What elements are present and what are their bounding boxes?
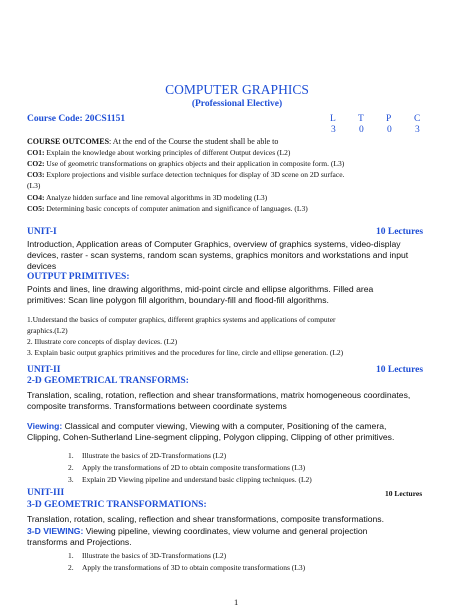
unit3-viewing-line-1 [27, 526, 367, 536]
outcome-number: 1. [68, 451, 74, 460]
unit3-outcome-2 [68, 563, 305, 572]
course-code: Course Code: 20CS1151 [27, 114, 126, 124]
co-text: Analyze hidden surface and line removal algorithms in 3D modeling (L3) [45, 193, 268, 202]
course-outcome-3-level [27, 181, 40, 190]
unit2-lectures: 10 Lectures [376, 365, 424, 375]
unit1-intro-line-3: devices [27, 261, 57, 271]
unit2-transform-line-1: Translation, scaling, rotation, reflection and shear transformations, matrix homogeneous coordinates, [27, 390, 411, 400]
unit1-outcome-line-3: 2. Illustrate core concepts of display devices. (L2) [27, 337, 178, 346]
ltpc-header-p: P [386, 114, 392, 124]
unit3-viewing-text: Viewing pipeline, viewing coordinates, view volume and general projection [83, 526, 368, 536]
ltpc-header-c: C [414, 114, 421, 124]
outcome-number: 1. [68, 551, 74, 560]
page-subtitle: (Professional Elective) [191, 99, 283, 109]
unit1-lectures: 10 Lectures [376, 227, 424, 237]
outcome-text: Apply the transformations of 2D to obtain composite transformations (L3) [82, 463, 306, 472]
co-text: (L3) [27, 181, 41, 190]
outcome-number: 2. [68, 563, 74, 572]
unit1-intro-line-2: devices, raster - scan systems, random scan systems, graphics monitors and workstations and input [27, 250, 409, 260]
unit3-transform-line: Translation, rotation, scaling, reflection and shear transformations, composite transformations. [27, 514, 384, 524]
course-outcomes-heading [27, 137, 278, 146]
unit2-label: UNIT-II [27, 365, 61, 375]
outcome-text: Apply the transformations of 3D to obtain composite transformations (L3) [82, 563, 306, 572]
co-text: Explore projections and visible surface detection techniques for display of 3D scene on 2D surface. [46, 170, 345, 179]
unit3-viewing-label: 3-D VIEWING: [27, 526, 84, 536]
co-text: Use of geometric transformations on graphics objects and their application in composite form. (L3) [46, 159, 345, 168]
unit1-outcome-line-2: graphics.(L2) [27, 326, 68, 335]
outcome-number: 3. [68, 475, 74, 484]
unit1-primitives-line-2: primitives: Scan line polygon fill algorithm, boundary-fill and flood-fill algorithms. [27, 295, 329, 305]
course-outcome-2 [27, 159, 344, 168]
outcome-text: Illustrate the basics of 3D-Transformations (L2) [82, 551, 227, 560]
course-outcome-5 [27, 204, 308, 213]
unit2-subheading: 2-D GEOMETRICAL TRANSFORMS: [27, 376, 189, 386]
unit2-outcome-1 [68, 451, 226, 460]
outcome-number: 2. [68, 463, 74, 472]
course-outcomes-intro: : At the end of the Course the student shall be able to [109, 137, 279, 146]
unit2-transform-line-2: composite transforms. Transformations between coordinate systems [27, 401, 287, 411]
unit3-outcome-1 [68, 551, 226, 560]
ltpc-value-p: 0 [387, 125, 392, 135]
unit1-label: UNIT-I [27, 227, 57, 237]
co-code: CO2: [27, 159, 45, 168]
course-outcomes-label: COURSE OUTCOMES [27, 137, 110, 146]
unit3-lectures: 10 Lectures [385, 489, 423, 498]
ltpc-value-c: 3 [415, 125, 420, 135]
page-title: COMPUTER GRAPHICS [165, 82, 309, 97]
unit1-outcome-line-1: 1.Understand the basics of computer graphics, different graphics systems and applications of computer [27, 315, 336, 324]
unit3-viewing-line-2: transforms and Projections. [27, 537, 132, 547]
ltpc-header-l: L [330, 114, 336, 124]
unit3-label: UNIT-III [27, 488, 65, 498]
unit2-outcome-2 [68, 463, 305, 472]
page-number: 1 [234, 597, 239, 607]
ltpc-value-t: 0 [359, 125, 364, 135]
course-outcome-4 [27, 193, 267, 202]
outcome-text: Explain 2D Viewing pipeline and understand basic clipping techniques. (L2) [82, 475, 312, 484]
co-text: Determining basic concepts of computer animation and significance of languages. (L3) [46, 204, 308, 213]
ltpc-values [331, 125, 443, 135]
unit3-subheading: 3-D GEOMETRIC TRANSFORMATIONS: [27, 500, 207, 510]
unit2-viewing-label: Viewing: [27, 421, 63, 431]
unit1-intro-line-1: Introduction, Application areas of Computer Graphics, overview of graphics systems, video-display [27, 239, 401, 249]
course-outcome-3 [27, 170, 344, 179]
unit1-outcome-line-4: 3. Explain basic output graphics primitives and the procedures for line, circle and ellipse generation. (L2) [27, 348, 344, 357]
outcome-text: Illustrate the basics of 2D-Transformations (L2) [82, 451, 227, 460]
co-code: CO5: [27, 204, 45, 213]
unit1-primitives-line-1: Points and lines, line drawing algorithms, mid-point circle and ellipse algorithms. Filled area [27, 284, 374, 294]
unit2-viewing-line-2: Clipping, Cohen-Sutherland Line-segment clipping, Polygon clipping, Clipping of other primitives. [27, 432, 395, 442]
co-text: Explain the knowledge about working principles of different Output devices (L2) [46, 148, 291, 157]
ltpc-value-l: 3 [331, 125, 336, 135]
unit1-subheading: OUTPUT PRIMITIVES: [27, 272, 130, 282]
co-code: CO1: [27, 148, 45, 157]
unit2-viewing-line-1 [27, 421, 386, 431]
co-code: CO4: [27, 193, 45, 202]
unit2-outcome-3 [68, 475, 312, 484]
course-outcome-1 [27, 148, 290, 157]
unit2-viewing-text: Classical and computer viewing, Viewing with a computer, Positioning of the camera, [62, 421, 387, 431]
co-code: CO3: [27, 170, 45, 179]
ltpc-header-t: T [358, 114, 364, 124]
ltpc-headers [330, 114, 442, 124]
